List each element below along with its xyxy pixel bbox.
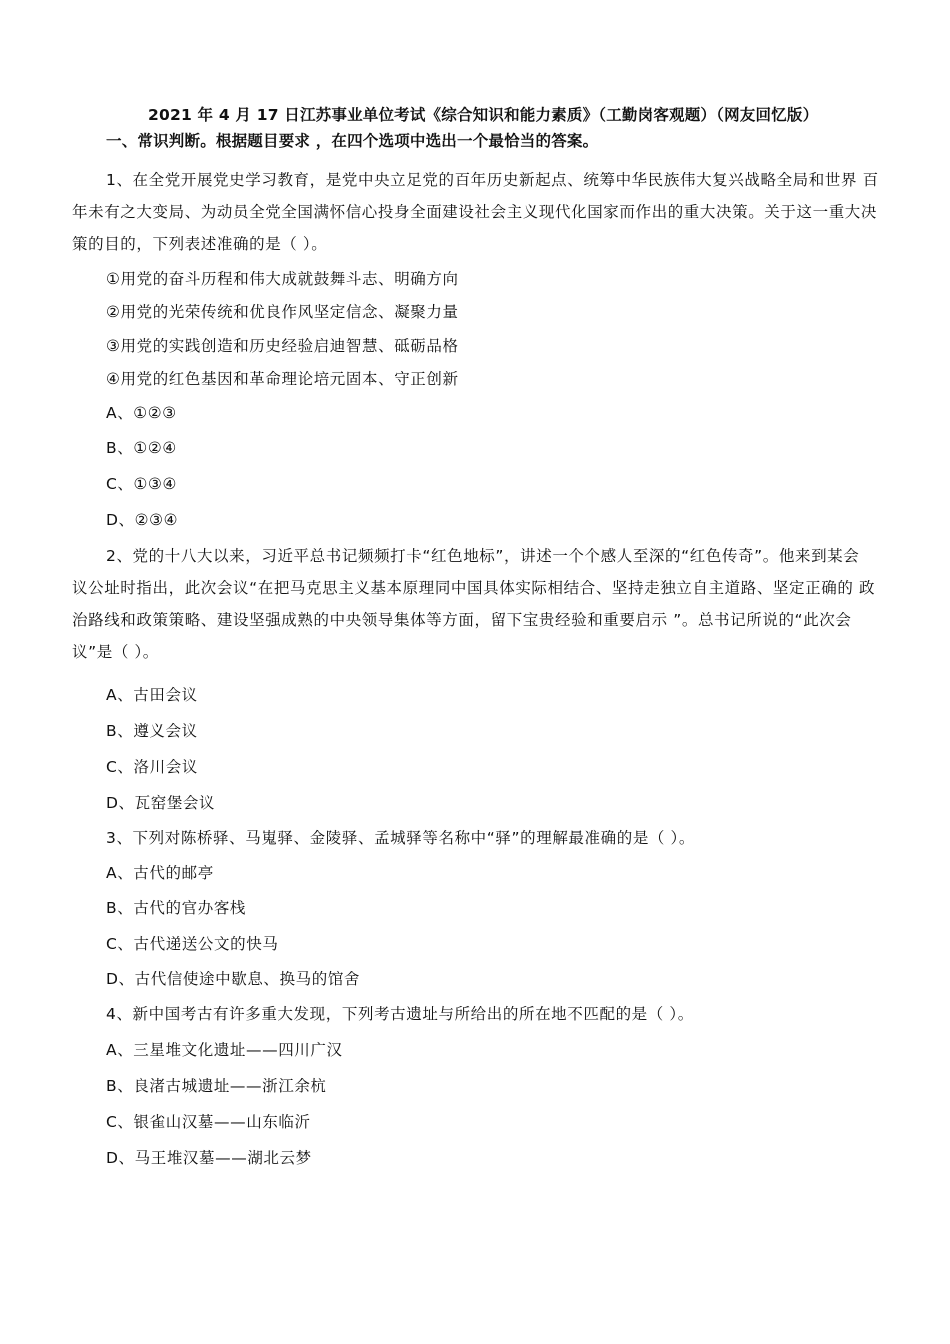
question-1-option-b: B、①②④ bbox=[106, 439, 177, 457]
question-4-option-a: A、三星堆文化遗址——四川广汉 bbox=[106, 1041, 343, 1059]
question-1-option-d: D、②③④ bbox=[106, 511, 179, 529]
question-2-option-d: D、瓦窑堡会议 bbox=[106, 794, 216, 812]
question-1-option-c: C、①③④ bbox=[106, 475, 178, 493]
question-1-option-a: A、①②③ bbox=[106, 404, 177, 422]
question-4-option-b: B、良渚古城遗址——浙江余杭 bbox=[106, 1077, 327, 1095]
question-2-option-a: A、古田会议 bbox=[106, 686, 198, 704]
question-1-statement-4: ④用党的红色基因和革命理论培元固本、守正创新 bbox=[106, 370, 459, 388]
question-1-statement-1: ①用党的奋斗历程和伟大成就鼓舞斗志、明确方向 bbox=[106, 270, 459, 288]
question-4-option-c: C、银雀山汉墓——山东临沂 bbox=[106, 1113, 311, 1131]
question-2-option-c: C、洛川会议 bbox=[106, 758, 198, 776]
question-3-option-c: C、古代递送公文的快马 bbox=[106, 935, 279, 953]
question-2-stem: 2、党的十八大以来，习近平总书记频频打卡“红色地标”，讲述一个个感人至深的“红色传奇”。他来到某会 议公址时指出，此次会议“在把马克思主义基本原理同中国具体实际相结合、坚持走独立自主道路、坚定正确的 政治路线和政策策略、建设坚强成熟的中央领导集体等方面，留下宝贵经验和重要启示 ”。总书记所说的“此次会议”是（ ）。 bbox=[72, 547, 876, 661]
question-3-stem: 3、下列对陈桥驿、马嵬驿、金陵驿、孟城驿等名称中“驿”的理解最准确的是（ ）。 bbox=[106, 829, 696, 847]
question-3-option-d: D、古代信使途中歇息、换马的馆舍 bbox=[106, 970, 361, 988]
question-1-statement-3: ③用党的实践创造和历史经验启迪智慧、砥砺品格 bbox=[106, 337, 459, 355]
question-4-stem: 4、新中国考古有许多重大发现，下列考古遗址与所给出的所在地不匹配的是（ ）。 bbox=[106, 1005, 694, 1023]
question-1-statement-2: ②用党的光荣传统和优良作风坚定信念、凝聚力量 bbox=[106, 303, 459, 321]
document-title: 2021 年 4 月 17 日江苏事业单位考试《综合知识和能力素质》（工勤岗客观题）（网友回忆版） 一、常识判断。根据题目要求 ，在四个选项中选出一个最恰当的答案。 bbox=[106, 106, 819, 150]
question-3-option-a: A、古代的邮亭 bbox=[106, 864, 214, 882]
question-3-option-b: B、古代的官办客栈 bbox=[106, 899, 247, 917]
question-1-stem: 1、在全党开展党史学习教育，是党中央立足党的百年历史新起点、统筹中华民族伟大复兴战略全局和世界 百年未有之大变局、为动员全党全国满怀信心投身全面建设社会主义现代化国家而作出的重大决策。关于这一重大决策的目的，下列表述准确的是（ ）。 bbox=[72, 171, 879, 253]
question-4-option-d: D、马王堆汉墓——湖北云梦 bbox=[106, 1149, 312, 1167]
question-2-option-b: B、遵义会议 bbox=[106, 722, 198, 740]
